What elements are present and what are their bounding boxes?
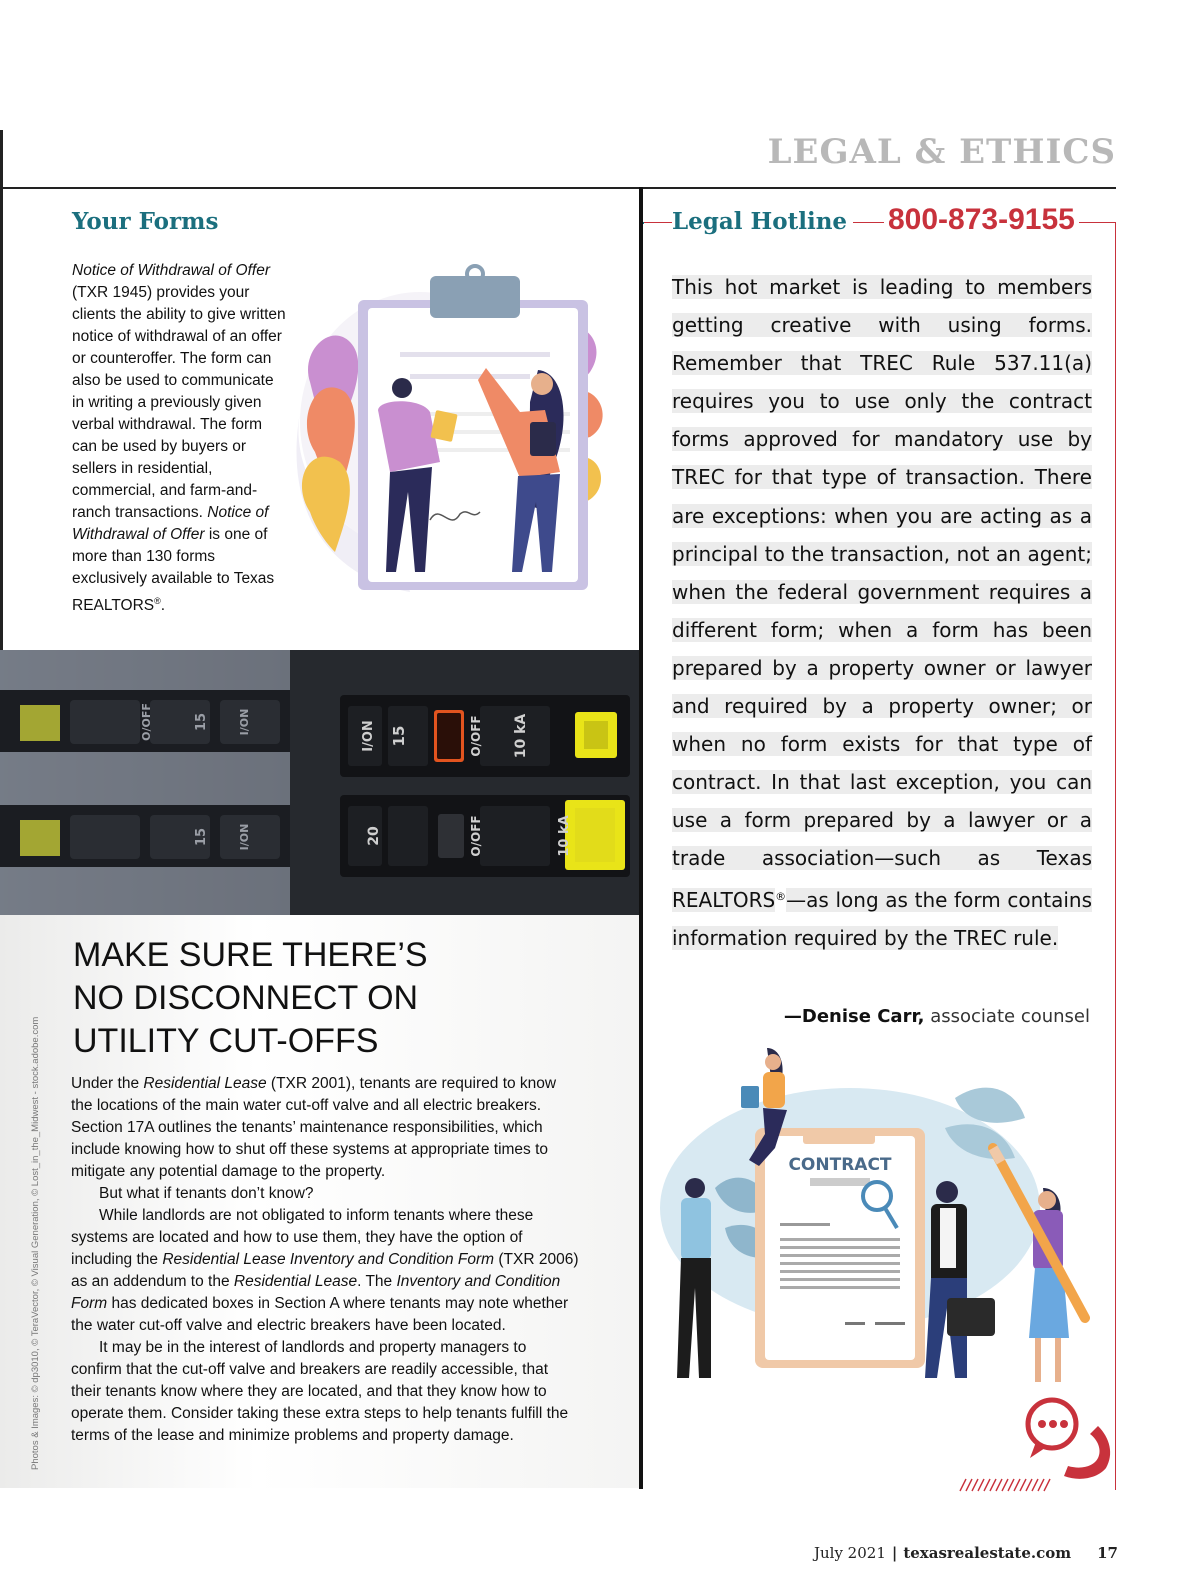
form-name: Residential Lease <box>143 1075 267 1092</box>
article-paragraph: It may be in the interest of landlords and property managers to confirm that the cut-off valve and breakers are readily accessible, that their tenants know where they are located, and that they know how to operate them. Consider taking these extra steps to help tenants fulfill the terms of the lease and minimize problems and property damage. <box>71 1339 569 1444</box>
article-text: While landlords are not obligated to inform tenants where these systems are located and how to use them, they have the option of including the <box>71 1207 534 1268</box>
article-paragraph: But what if tenants don’t know? <box>99 1185 314 1202</box>
article-text: Under the <box>71 1075 144 1092</box>
breaker-label: 15 <box>194 827 209 847</box>
article-title: MAKE SURE THERE’S NO DISCONNECT ON UTILITY CUT-OFFS <box>73 936 428 1060</box>
breaker-label: O/OFF <box>469 815 483 857</box>
form-name: Residential Lease <box>233 1273 358 1290</box>
breaker-label: 20 <box>366 826 382 846</box>
article-text: has dedicated boxes in Section A where tenants may note whether the water cut-off valve and electric breakers have been located. <box>71 1295 569 1334</box>
article-paragraph <box>71 1205 581 1337</box>
forms-text-part: is one of more than 130 forms exclusively available to Texas REALTORS <box>72 526 275 615</box>
contract-label: CONTRACT <box>788 1155 892 1175</box>
form-name: Notice of Withdrawal of Offer <box>72 262 270 279</box>
your-forms-title: Your Forms <box>72 208 219 235</box>
breaker-label: O/OFF <box>140 703 153 741</box>
electrical-panel-photo <box>0 650 640 915</box>
hotline-text: —as long as the form contains information required by the TREC rule. <box>672 888 1092 951</box>
forms-text-part: . <box>160 597 166 615</box>
attribution-name: —Denise Carr, <box>783 1006 925 1027</box>
article-text: (TXR 2006) as an addendum to the <box>71 1251 579 1290</box>
breaker-label: 15 <box>390 725 408 747</box>
form-name: Notice of Withdrawal of Offer <box>72 504 269 543</box>
breaker-label: 10 kA <box>513 713 529 759</box>
clipboard-illustration <box>290 262 625 612</box>
breaker-label: I/ON <box>238 823 251 851</box>
page-footer <box>814 1544 1118 1562</box>
article-body <box>71 1073 581 1447</box>
article-text: . The <box>357 1273 397 1290</box>
breaker-label: I/ON <box>238 708 251 736</box>
section-label: LEGAL & ETHICS <box>767 132 1116 172</box>
photo-credit: Photos & Images: © dp3010, © TeraVector, © Visual Generation, © Lost_in_the_Midwest - stock.adobe.com <box>30 1016 41 1470</box>
hotline-phone-number[interactable]: 800-873-9155 <box>884 203 1079 237</box>
attribution <box>784 1006 1090 1027</box>
contract-team-illustration <box>655 1048 1095 1398</box>
legal-hotline-title: Legal Hotline <box>672 208 853 235</box>
chat-phone-icon <box>1018 1396 1118 1486</box>
attribution-role: associate counsel <box>924 1006 1090 1027</box>
forms-text-part: (TXR 1945) provides your clients the ability to give written notice of withdrawal of an offer or counteroffer. The form can also be used to communicate in writing a previously given verbal withdrawal. The form can be used by buyers or sellers in residential, commercial, and farm-and-ranch transactions. <box>72 284 286 521</box>
top-rule <box>0 187 1116 189</box>
breaker-label: 15 <box>194 712 209 732</box>
breaker-label: O/OFF <box>469 715 483 757</box>
form-name: Inventory and Condition Form <box>71 1273 561 1312</box>
form-name: Residential Lease Inventory and Condition Form <box>162 1251 495 1268</box>
page-number: 17 <box>1097 1544 1118 1562</box>
article-text: (TXR 2001), tenants are required to know the locations of the main water cut-off valve and all electric breakers. Section 17A outlines the tenants’ maintenance responsibilities, which include knowing how to shut off these systems at appropriate times to mitigate any potential damage to the property. <box>71 1075 557 1180</box>
hotline-body <box>672 268 1092 957</box>
registered-mark: ® <box>775 889 787 903</box>
registered-mark: ® <box>154 596 161 606</box>
breaker-label: I/ON <box>361 720 376 752</box>
breaker-label: 10 kA <box>557 815 572 857</box>
decorative-hatch <box>958 1478 1053 1492</box>
website-link[interactable]: texasrealestate.com <box>903 1544 1072 1562</box>
footer-separator: | <box>891 1544 898 1562</box>
left-edge-rule <box>0 130 3 650</box>
issue-date: July 2021 <box>813 1544 886 1562</box>
article-paragraph <box>71 1073 581 1183</box>
your-forms-text <box>72 260 287 617</box>
hotline-text: This hot market is leading to members getting creative with using forms. Remember that TREC Rule 537.11(a) requires you to use only the contract forms approved for mandatory use by TREC for that type of transaction. There are exceptions: when you are acting as a principal to the transaction, not an agent; when the federal government requires a different form; when a form has been prepared by a property owner or lawyer and required by a property owner; or when no form exists for that type of contract. In that last exception, you can use a form prepared by a lawyer or a trade association—such as Texas REALTORS <box>672 275 1092 913</box>
